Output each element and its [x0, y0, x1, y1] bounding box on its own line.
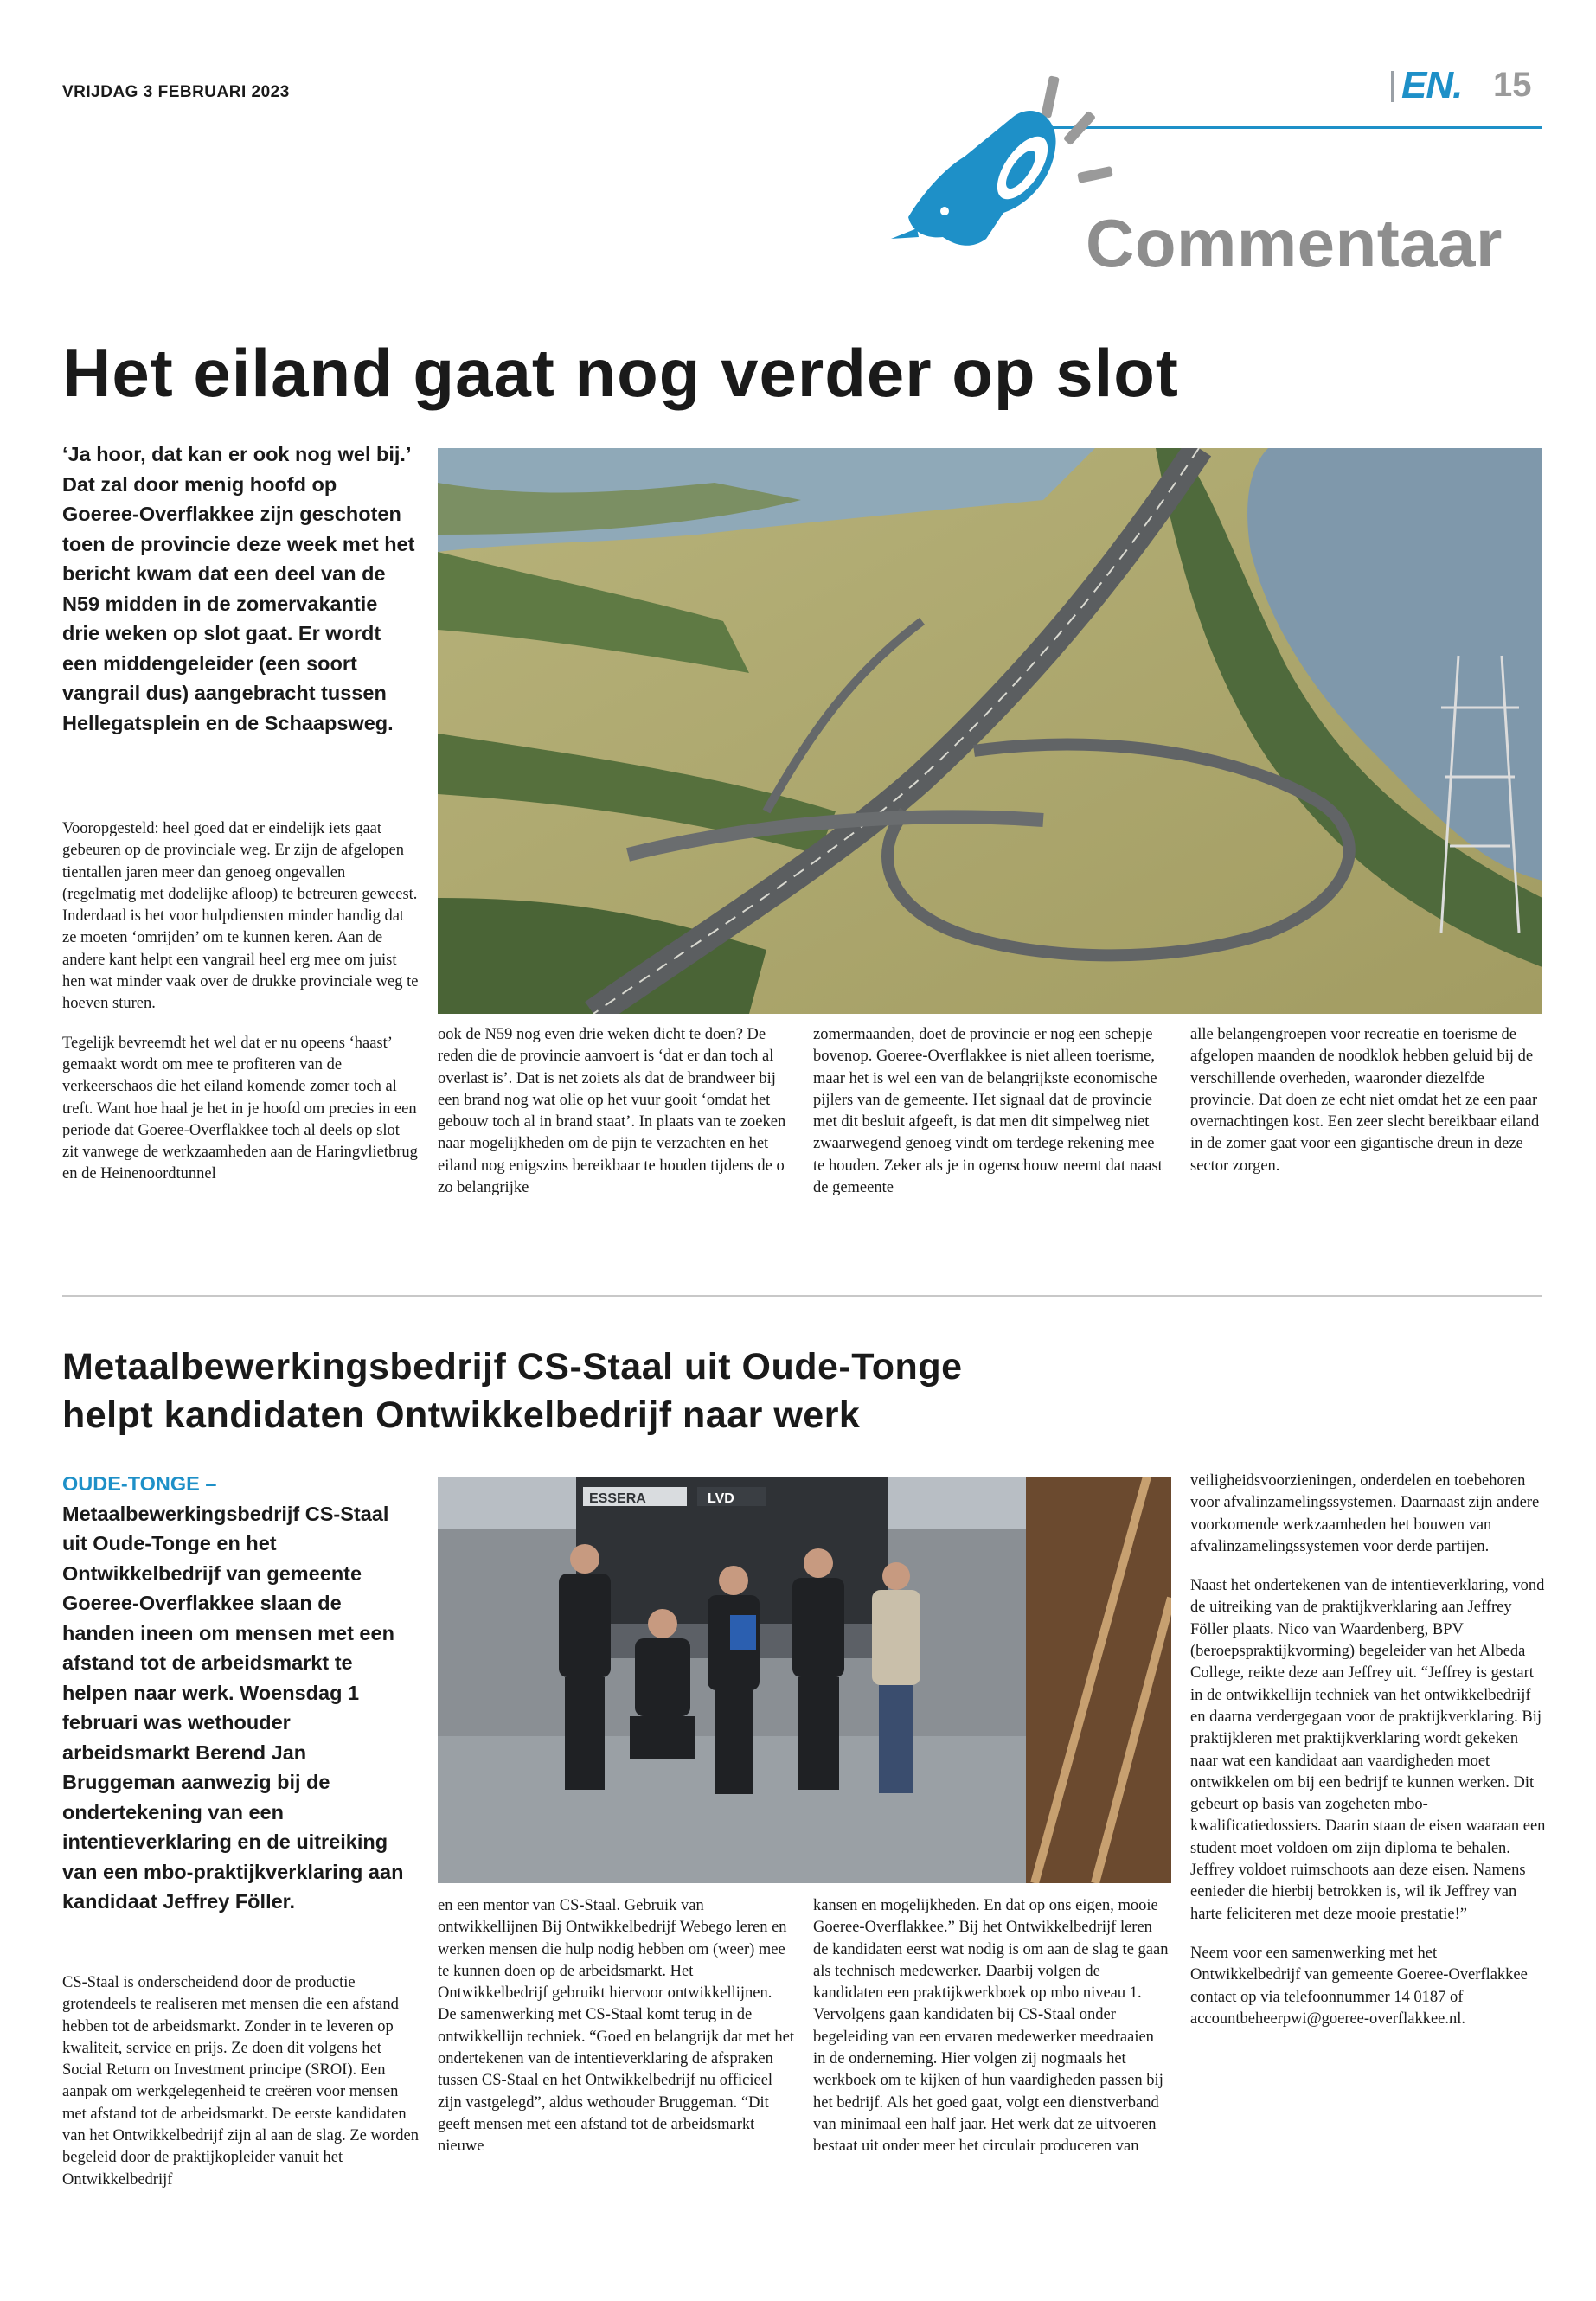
article2-column-4: [1190, 1471, 1547, 2030]
article-headline-2: [62, 1343, 963, 1439]
article-lead: ‘Ja hoor, dat kan er ook nog wel bij.’ Dat zal door menig hoofd op Goeree-Overflakkee zijn geschoten toen de provincie deze week met het bericht kwam dat een deel van de N59 midden in de zomervakantie drie weken op slot gaat. Er wordt een middengeleider (een soort vangrail dus) aangebracht tussen Hellegatsplein en de Schaapsweg.: [62, 443, 415, 734]
article-divider: [62, 1295, 1542, 1297]
dateline: OUDE-TONGE –: [62, 1472, 217, 1495]
article-column-4: alle belangengroepen voor recreatie en toerisme de afgelopen maanden de noodklok hebben geluid bij de verschillende overheden, waaronder diezelfde provincie. Dat doen ze echt niet omdat het ze een paar overnachtingen kost. Een zeer slecht bereikbaar eiland in de zomer gaat voor een gigantische dreun in deze sector zorgen.: [1190, 1026, 1540, 1175]
headline-line: Metaalbewerkingsbedrijf CS-Staal uit Oude-Tonge: [62, 1346, 963, 1388]
headline-line: helpt kandidaten Ontwikkelbedrijf naar werk: [62, 1394, 861, 1436]
page-number: 15: [1493, 66, 1532, 104]
issue-date: VRIJDAG 3 FEBRUARI 2023: [62, 83, 290, 101]
section-title: Commentaar: [1086, 205, 1503, 281]
article2-column-3: kansen en mogelijkheden. En dat op ons eigen, mooie Goeree-Overflakkee.” Bij het Ontwikkelbedrijf leren de kandidaten eerst wat nodig is om aan de slag te gaan als technisch medewerker. Daarbij volgen de kandidaten een praktijkwerkboek op mbo niveau 1. Vervolgens gaan kandidaten bij CS-Staal onder begeleiding van een ervaren medewerker meedraaien in de onderneming. Hier volgen zij nogmaals het werkboek om te kijken of hun vaardigheden passen bij het bedrijf. Als het goed gaat, volgt een dienstverband van minimaal een half jaar. Het werk dat ze uitvoeren bestaat uit onder meer het circulair produceren van: [813, 1897, 1169, 2156]
article2-column-2: en een mentor van CS-Staal. Gebruik van ontwikkellijnen Bij Ontwikkelbedrijf Webego leren en werken mensen die hulp nodig hebben om (weer) mee te kunnen doen op de arbeidsmarkt. Het Ontwikkelbedrijf gebruikt hiervoor ontwikkellijnen. De samenwerking met CS-Staal komt terug in de ontwikkellijn techniek. “Goed en belangrijk dat met het ondertekenen van de intentieverklaring de afspraken tussen CS-Staal en het Ontwikkelbedrijf nu officieel zijn vastgelegd”, aldus wethouder Bruggeman. “Dit geeft mensen met een afstand tot de arbeidsmarkt nieuwe: [438, 1897, 795, 2156]
aerial-photo-n59: [438, 448, 1542, 1014]
article-headline: Het eiland gaat nog verder op slot: [62, 335, 1179, 411]
group-photo-cs-staal: [438, 1477, 1171, 1883]
paragraph: Vooropgesteld: heel goed dat er eindelijk iets gaat gebeuren op de provinciale weg. Er zijn de afgelopen tientallen jaren meer dan genoeg ongevallen (regelmatig met dodelijke afloop) te betreuren geweest. Inderdaad is het voor hulpdiensten minder handig dat ze moeten ‘omrijden’ om te kunnen keren. Aan de andere kant helpt een vangrail heel erg mee om juist hen wat minder vaak over de drukke provinciale weg te hoeven sturen.: [62, 820, 419, 1013]
article-column-1: [62, 818, 419, 1186]
article-lead-2: [62, 1469, 417, 1917]
paragraph: Neem voor een samenwerking met het Ontwikkelbedrijf van gemeente Goeree-Overflakkee contact op via telefoonnummer 14 0187 of accountbeheerpwi@goeree-overflakkee.nl.: [1190, 1944, 1528, 2028]
article-column-2: ook de N59 nog even drie weken dicht te doen? De reden die de provincie aanvoert is ‘dat er dan toch al overlast is’. Dat is net zoiets als dat de brandweer bij een brand nog wat olie op het vuur gooit ‘omdat het gebouw toch al in brand staat’. In plaats van te zoeken naar mogelijkheden om de pijn te verzachten en het eiland nog enigszins bereikbaar te houden tijdens de o zo belangrijke: [438, 1026, 786, 1197]
paragraph: Tegelijk bevreemdt het wel dat er nu opeens ‘haast’ gemaakt wordt om mee te profiteren van de verkeerschaos die het eiland komende zomer toch al treft. Want hoe haal je het in je hoofd om precies in een periode dat Goeree-Overflakkee toch al deels op slot zit vanwege de werkzaamheden aan de Haringvlietbrug en de Heinenoordtunnel: [62, 1034, 418, 1183]
header-separator: [1391, 71, 1394, 102]
lead-text: Metaalbewerkingsbedrijf CS-Staal uit Oude-Tonge en het Ontwikkelbedrijf van gemeente Goeree-Overflakkee slaan de handen ineen om mensen met een afstand tot de arbeidsmarkt te helpen naar werk. Woensdag 1 februari was wethouder arbeidsmarkt Berend Jan Bruggeman aanwezig bij de ondertekening van een intentieverklaring en de uitreiking van een mbo-praktijkverklaring aan kandidaat Jeffrey Föller.: [62, 1502, 404, 1913]
machine-label: ESSERA: [589, 1491, 646, 1506]
brand-logo: EN.: [1401, 64, 1463, 106]
paragraph: Naast het ondertekenen van de intentieverklaring, vond de uitreiking van de praktijkverklaring aan Jeffrey Föller plaats. Nico van Waardenberg, BPV (beroepspraktijkvorming) begeleider van het Albeda College, reikte deze aan Jeffrey uit. “Jeffrey is gestart in de ontwikkellijn techniek van het ontwikkelbedrijf en daarna verdergegaan voor de praktijkverklaring. Bij praktijkleren met praktijkverklaring wordt gekeken naar wat een kandidaat aan vaardigheden moet ontwikkelen om bij een bedrijf te kunnen werken. Dit gebeurt op basis van zogeheten mbo-kwalificatiedossiers. Daarin staan de eisen waaraan een student moet voldoen om zijn diploma te behalen. Jeffrey voldoet ruimschoots aan deze eisen. Namens eenieder die hierbij betrokken is, wil ik Jeffrey van harte feliciteren met deze mooie prestatie!”: [1190, 1577, 1546, 1923]
aerial-image: [438, 448, 1542, 1014]
article2-column-1: CS-Staal is onderscheidend door de productie grotendeels te realiseren met mensen die een afstand hebben tot de arbeidsmarkt. Zonder in te leveren op kwaliteit, service en prijs. Ze doen dit volgens het Social Return on Investment principe (SROI). Een aanpak om werkgelegenheid te creëren voor mensen met afstand tot de arbeidsmarkt. De eerste kandidaten van het Ontwikkelbedrijf zijn al aan de slag. Ze worden begeleid door de praktijkopleider vanuit het Ontwikkelbedrijf: [62, 1974, 419, 2189]
article-column-3: zomermaanden, doet de provincie er nog een schepje bovenop. Goeree-Overflakkee is niet alleen toerisme, maar het is wel een van de belangrijkste economische pijlers van de gemeente. Het signaal dat de provincie met dit besluit afgeeft, is dat men dit simpelweg niet zwaarwegend genoeg vindt om terdege rekening mee te houden. Zeker als je in ogenschouw neemt dat naast de gemeente: [813, 1026, 1163, 1197]
machine-label: LVD: [708, 1491, 734, 1506]
paragraph: veiligheidsvoorzieningen, onderdelen en toebehoren voor afvalinzamelingssystemen. Daarnaast zijn andere voorkomende werkzaamheden het bouwen van afvalinzamelingssystemen voor derde partijen.: [1190, 1472, 1540, 1555]
group-image: [438, 1477, 1171, 1883]
